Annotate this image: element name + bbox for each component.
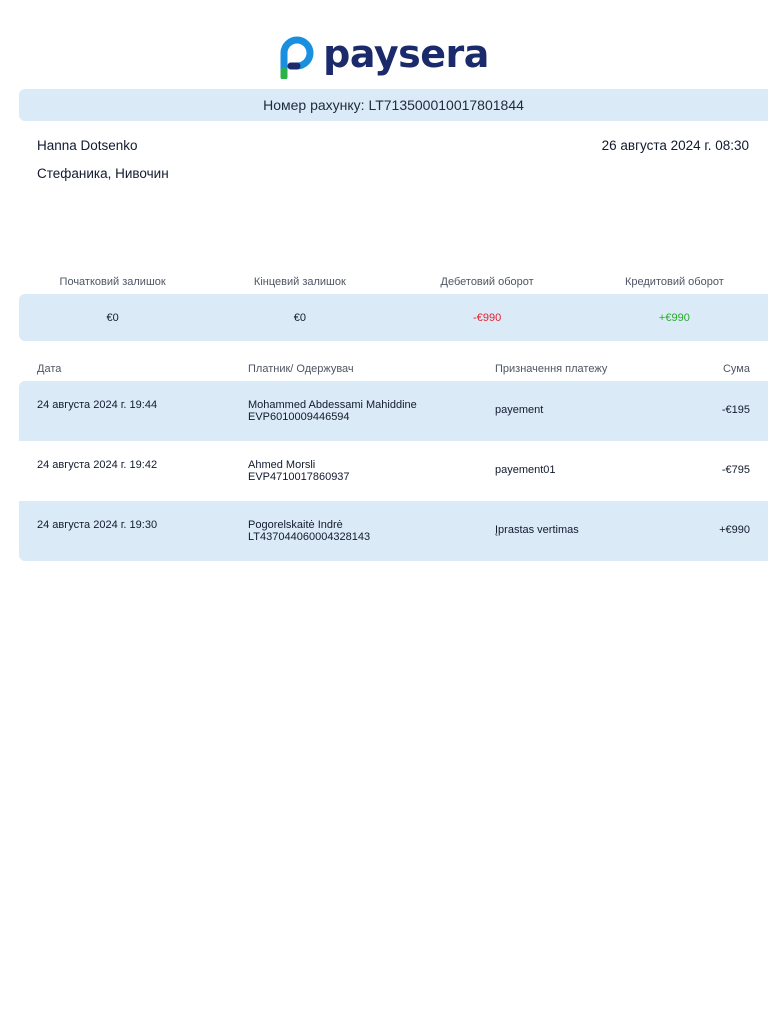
paysera-logo-text: paysera [323, 32, 489, 76]
statement-date: 26 августа 2024 г. 08:30 [601, 138, 749, 153]
transaction-purpose: payement01 [495, 464, 556, 476]
summary-header-credit: Кредитовий оборот [624, 276, 724, 288]
column-header-purpose: Призначення платежу [495, 363, 608, 375]
party-name: Mohammed Abdessami Mahiddine [248, 399, 417, 411]
party-account: LT437044060004328143 [248, 531, 371, 543]
transaction-date: 24 августа 2024 г. 19:44 [37, 399, 158, 411]
transactions-header [19, 363, 768, 377]
party-account: EVP6010009446594 [248, 411, 350, 423]
transaction-amount: -€195 [721, 404, 750, 416]
party-name: Pogorelskaitė Indrė [248, 519, 343, 531]
transaction-amount: -€795 [721, 464, 750, 476]
account-number: Номер рахунку: LT713500010017801844 [263, 97, 524, 113]
summary-value-debit: -€990 [473, 311, 502, 324]
summary-headers [19, 276, 768, 288]
transaction-date: 24 августа 2024 г. 19:30 [37, 519, 158, 531]
summary-value-credit: +€990 [658, 311, 690, 324]
party-name: Ahmed Morsli [248, 459, 316, 471]
table-row [19, 501, 768, 561]
summary-header-opening: Початковий залишок [59, 276, 166, 288]
transaction-party [248, 519, 370, 543]
transaction-party [248, 399, 417, 423]
summary-value-closing: €0 [293, 311, 306, 324]
summary-values [19, 294, 768, 341]
column-header-date: Дата [37, 363, 62, 375]
paysera-logo [0, 34, 768, 80]
account-holder-name: Hanna Dotsenko [37, 138, 138, 153]
transaction-party [248, 459, 350, 483]
paysera-logo-icon [279, 35, 315, 79]
transaction-purpose: payement [495, 404, 544, 416]
column-header-party: Платник/ Одержувач [248, 363, 354, 375]
summary-value-opening: €0 [106, 311, 119, 324]
account-holder-address: Стефаника, Нивочин [37, 166, 169, 181]
transaction-purpose: Įprastas vertimas [495, 524, 579, 536]
transaction-amount: +€990 [719, 524, 750, 536]
party-account: EVP4710017860937 [248, 471, 350, 483]
column-header-amount: Сума [722, 363, 750, 375]
transaction-date: 24 августа 2024 г. 19:42 [37, 459, 158, 471]
account-number-bar [19, 89, 768, 121]
table-row [19, 441, 768, 501]
summary-header-debit: Дебетовий оборот [440, 276, 534, 288]
summary-header-closing: Кінцевий залишок [253, 276, 346, 288]
table-row [19, 381, 768, 441]
transactions-table [19, 381, 768, 561]
